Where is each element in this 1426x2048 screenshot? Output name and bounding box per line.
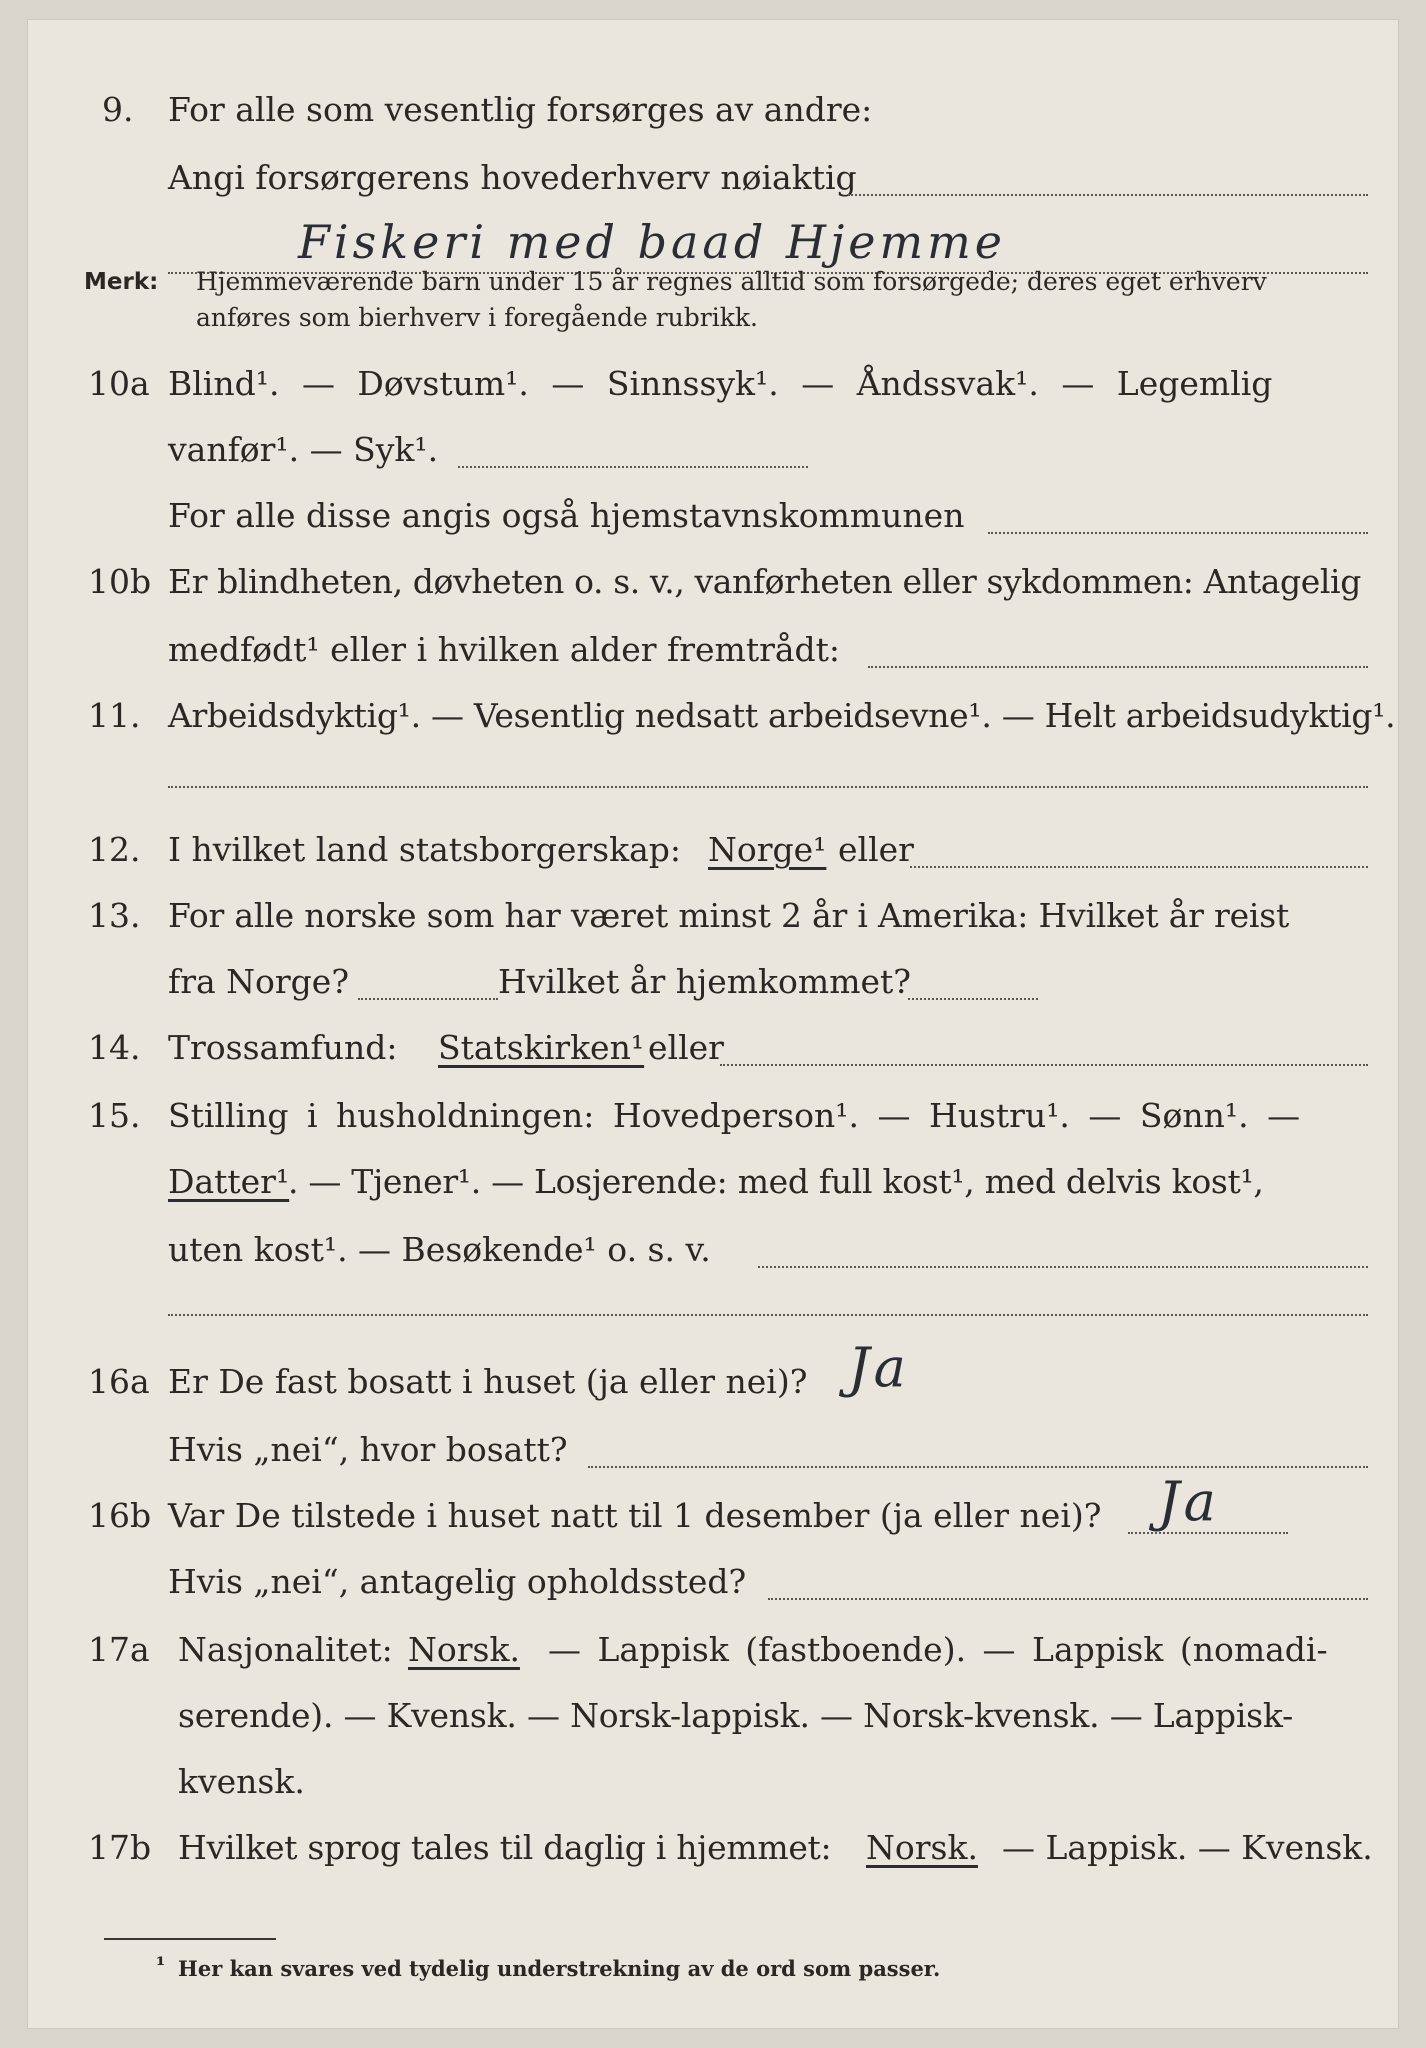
- q16a-text-1: Er De fast bosatt i huset (ja eller nei)?: [168, 1362, 808, 1401]
- q14-number: 14.: [88, 1028, 141, 1067]
- footnote-text: Her kan svares ved tydelig understrekning av de ord som passer.: [178, 1956, 941, 1981]
- q16b-number: 16b: [88, 1496, 152, 1535]
- q10b-number: 10b: [88, 562, 152, 601]
- q12-dotted-line: [910, 866, 1368, 868]
- footnote-mark: ¹: [156, 1952, 166, 1977]
- q13-text-2b: Hvilket år hjemkommet?: [498, 962, 911, 1001]
- q14-dotted-line: [720, 1064, 1368, 1066]
- q9-handwritten-answer: Fiskeri med baad Hjemme: [298, 215, 1006, 269]
- q13-dotted-line-1: [358, 998, 498, 1000]
- q16a-number: 16a: [88, 1362, 150, 1401]
- q17a-text-3: kvensk.: [178, 1762, 305, 1801]
- q15-number: 15.: [88, 1096, 141, 1135]
- q15-text-2: . — Tjener¹. — Losjerende: med full kost¹, med delvis kost¹,: [288, 1162, 1264, 1201]
- q17a-text-2: serende). — Kvensk. — Norsk-lappisk. — Norsk-kvensk. — Lappisk-: [178, 1696, 1294, 1735]
- q13-text-2a: fra Norge?: [168, 962, 350, 1001]
- q11-text-1: Arbeidsdyktig¹. — Vesentlig nedsatt arbeidsevne¹. — Helt arbeidsudyktig¹.: [168, 696, 1396, 735]
- q9-dotted-line-1: [848, 194, 1368, 196]
- q10a-dotted-line-2: [988, 532, 1368, 534]
- q17b-text: Hvilket sprog tales til daglig i hjemmet:: [178, 1828, 832, 1867]
- q16a-handwritten-answer: Ja: [848, 1336, 910, 1399]
- q16a-dotted-line: [588, 1466, 1368, 1468]
- q10b-text-1: Er blindheten, døvheten o. s. v., vanførheten eller sykdommen: Antagelig: [168, 562, 1361, 601]
- q10a-text-1: Blind¹. — Døvstum¹. — Sinnssyk¹. — Åndssvak¹. — Legemlig: [168, 364, 1273, 403]
- q15-dotted-line-1: [758, 1266, 1368, 1268]
- q12-number: 12.: [88, 830, 141, 869]
- q13-number: 13.: [88, 896, 141, 935]
- q10a-text-3: For alle disse angis også hjemstavnskommunen: [168, 496, 965, 535]
- footnote-rule: [104, 1938, 276, 1940]
- q15-text-1: Stilling i husholdningen: Hovedperson¹. — Hustru¹. — Sønn¹. —: [168, 1096, 1301, 1135]
- q14-text-after: eller: [648, 1028, 724, 1067]
- q16b-text-2: Hvis „nei“, antagelig opholdssted?: [168, 1562, 747, 1601]
- merk-text-2: anføres som bierhverv i foregående rubrikk.: [196, 303, 758, 332]
- q10a-text-2: vanfør¹. — Syk¹.: [168, 430, 439, 469]
- q9-text-1: For alle som vesentlig forsørges av andre:: [168, 90, 873, 129]
- q17b-text-after: — Lappisk. — Kvensk.: [1002, 1828, 1373, 1867]
- q9-number: 9.: [102, 90, 134, 129]
- q17a-underlined-answer: Norsk.: [408, 1630, 520, 1669]
- q11-number: 11.: [88, 696, 141, 735]
- q17a-text-1b: — Lappisk (fastboende). — Lappisk (nomadi-: [548, 1630, 1328, 1669]
- q14-underlined-answer: Statskirken¹: [438, 1028, 645, 1067]
- q11-dotted-line: [168, 786, 1368, 788]
- q10a-dotted-line-1: [458, 466, 808, 468]
- q12-text: I hvilket land statsborgerskap:: [168, 830, 682, 869]
- q16a-text-2: Hvis „nei“, hvor bosatt?: [168, 1430, 568, 1469]
- q10b-text-2: medfødt¹ eller i hvilken alder fremtrådt:: [168, 630, 841, 669]
- merk-text-1: Hjemmeværende barn under 15 år regnes alltid som forsørgede; deres eget erhverv: [196, 267, 1267, 296]
- q16b-handwritten-answer: Ja: [1158, 1470, 1220, 1533]
- q14-text: Trossamfund:: [168, 1028, 398, 1067]
- census-form-page: [28, 20, 1398, 2028]
- q13-dotted-line-2: [908, 998, 1038, 1000]
- q9-text-2: Angi forsørgerens hovederhverv nøiaktig: [168, 158, 857, 197]
- q10b-dotted-line: [868, 666, 1368, 668]
- q15-underlined-answer: Datter¹: [168, 1162, 290, 1201]
- q15-dotted-line-2: [168, 1314, 1368, 1316]
- q12-underlined-answer: Norge¹: [708, 830, 827, 869]
- q16b-dotted-line-2: [768, 1598, 1368, 1600]
- q17b-underlined-answer: Norsk.: [866, 1828, 978, 1867]
- q17b-number: 17b: [88, 1828, 152, 1867]
- q13-text-1: For alle norske som har været minst 2 år i Amerika: Hvilket år reist: [168, 896, 1290, 935]
- q15-text-3: uten kost¹. — Besøkende¹ o. s. v.: [168, 1230, 711, 1269]
- merk-label: Merk:: [84, 269, 159, 295]
- q16b-text-1: Var De tilstede i huset natt til 1 desember (ja eller nei)?: [168, 1496, 1102, 1535]
- q12-text-after: eller: [838, 830, 914, 869]
- q17a-text-1: Nasjonalitet:: [178, 1630, 393, 1669]
- q10a-number: 10a: [88, 364, 150, 403]
- q17a-number: 17a: [88, 1630, 150, 1669]
